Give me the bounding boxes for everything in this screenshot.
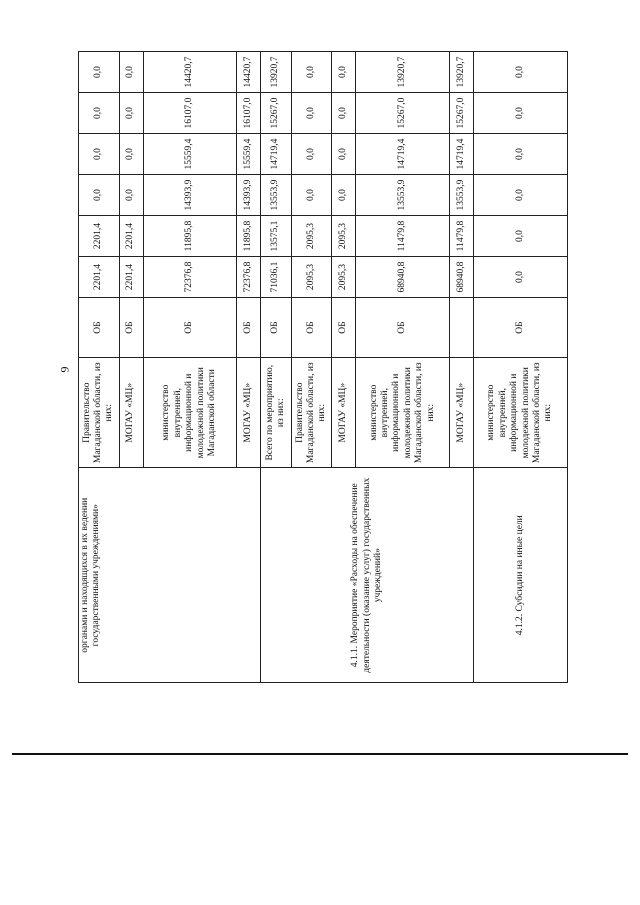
amount-cell: 2201,4 xyxy=(119,216,143,257)
amount-cell: 0,0 xyxy=(79,134,120,175)
amount-cell: 16107,0 xyxy=(143,93,237,134)
amount-cell: 14420,7 xyxy=(143,52,237,93)
amount-cell: 0,0 xyxy=(79,52,120,93)
funding-source-cell: ОБ xyxy=(143,298,237,358)
amount-cell: 11479,8 xyxy=(356,216,450,257)
funding-source-cell: ОБ xyxy=(119,298,143,358)
amount-cell: 0,0 xyxy=(119,93,143,134)
amount-cell: 0,0 xyxy=(79,175,120,216)
executor-cell: МОГАУ «МЦ» xyxy=(119,358,143,468)
amount-cell: 0,0 xyxy=(332,93,356,134)
budget-table-rotated xyxy=(78,51,568,683)
amount-cell: 0,0 xyxy=(474,52,568,93)
executor-cell: Правительство Магаданской области, из них: xyxy=(79,358,120,468)
amount-cell: 15559,4 xyxy=(143,134,237,175)
amount-cell: 15267,0 xyxy=(450,93,474,134)
amount-cell: 0,0 xyxy=(119,175,143,216)
amount-cell: 0,0 xyxy=(474,216,568,257)
table-row xyxy=(79,52,120,683)
amount-cell: 0,0 xyxy=(291,134,332,175)
amount-cell: 2201,4 xyxy=(119,257,143,298)
amount-cell: 0,0 xyxy=(474,93,568,134)
page-divider-line xyxy=(12,753,628,755)
funding-source-cell: ОБ xyxy=(474,298,568,358)
amount-cell: 11895,8 xyxy=(143,216,237,257)
amount-cell: 2201,4 xyxy=(79,257,120,298)
amount-cell: 0,0 xyxy=(332,134,356,175)
amount-cell: 13920,7 xyxy=(261,52,292,93)
amount-cell: 0,0 xyxy=(291,52,332,93)
amount-cell: 13553,9 xyxy=(450,175,474,216)
amount-cell: 11479,8 xyxy=(450,216,474,257)
amount-cell: 13920,7 xyxy=(450,52,474,93)
page-number: 9 xyxy=(57,366,72,373)
amount-cell: 0,0 xyxy=(119,134,143,175)
funding-source-cell xyxy=(450,298,474,358)
funding-source-cell: ОБ xyxy=(332,298,356,358)
amount-cell: 0,0 xyxy=(291,93,332,134)
amount-cell: 2095,3 xyxy=(332,216,356,257)
amount-cell: 13920,7 xyxy=(356,52,450,93)
table-row xyxy=(474,52,568,683)
amount-cell: 14719,4 xyxy=(450,134,474,175)
amount-cell: 0,0 xyxy=(474,175,568,216)
amount-cell: 72376,8 xyxy=(143,257,237,298)
funding-source-cell: ОБ xyxy=(79,298,120,358)
amount-cell: 2095,3 xyxy=(291,257,332,298)
amount-cell: 72376,8 xyxy=(237,257,261,298)
amount-cell: 0,0 xyxy=(291,175,332,216)
funding-source-cell: ОБ xyxy=(237,298,261,358)
amount-cell: 13553,9 xyxy=(356,175,450,216)
executor-cell: министерство внутренней, информационной и молодежной политики Магаданской области, из них: xyxy=(474,358,568,468)
executor-cell: министерство внутренней, информационной и молодежной политики Магаданской области xyxy=(143,358,237,468)
amount-cell: 15267,0 xyxy=(356,93,450,134)
amount-cell: 11895,8 xyxy=(237,216,261,257)
amount-cell: 0,0 xyxy=(119,52,143,93)
funding-source-cell: ОБ xyxy=(261,298,292,358)
amount-cell: 15267,0 xyxy=(261,93,292,134)
amount-cell: 2201,4 xyxy=(79,216,120,257)
amount-cell: 0,0 xyxy=(79,93,120,134)
amount-cell: 15559,4 xyxy=(237,134,261,175)
executor-cell: Всего по мероприятию, из них: xyxy=(261,358,292,468)
amount-cell: 14719,4 xyxy=(356,134,450,175)
funding-source-cell: ОБ xyxy=(356,298,450,358)
amount-cell: 71036,1 xyxy=(261,257,292,298)
amount-cell: 68940,8 xyxy=(450,257,474,298)
amount-cell: 2095,3 xyxy=(332,257,356,298)
measure-name: 4.1.1. Мероприятие «Расходы на обеспечение деятельности (оказание услуг) государственных учреждений» xyxy=(261,468,474,683)
budget-table xyxy=(78,51,568,683)
executor-cell: министерство внутренней, информационной и молодежной политики Магаданской области, из них: xyxy=(356,358,450,468)
measure-name: органами и находящихся в их ведении государственными учреждениями» xyxy=(79,468,261,683)
amount-cell: 2095,3 xyxy=(291,216,332,257)
amount-cell: 16107,0 xyxy=(237,93,261,134)
amount-cell: 0,0 xyxy=(474,257,568,298)
measure-name: 4.1.2. Субсидии на иные цели xyxy=(474,468,568,683)
table-row xyxy=(261,52,292,683)
executor-cell: МОГАУ «МЦ» xyxy=(237,358,261,468)
amount-cell: 0,0 xyxy=(332,175,356,216)
amount-cell: 13553,9 xyxy=(261,175,292,216)
funding-source-cell: ОБ xyxy=(291,298,332,358)
executor-cell: Правительство Магаданской области, из них: xyxy=(291,358,332,468)
amount-cell: 14719,4 xyxy=(261,134,292,175)
amount-cell: 0,0 xyxy=(474,134,568,175)
amount-cell: 14420,7 xyxy=(237,52,261,93)
amount-cell: 14393,9 xyxy=(143,175,237,216)
executor-cell: МОГАУ «МЦ» xyxy=(450,358,474,468)
amount-cell: 0,0 xyxy=(332,52,356,93)
amount-cell: 68940,8 xyxy=(356,257,450,298)
executor-cell: МОГАУ «МЦ» xyxy=(332,358,356,468)
amount-cell: 14393,9 xyxy=(237,175,261,216)
amount-cell: 13575,1 xyxy=(261,216,292,257)
